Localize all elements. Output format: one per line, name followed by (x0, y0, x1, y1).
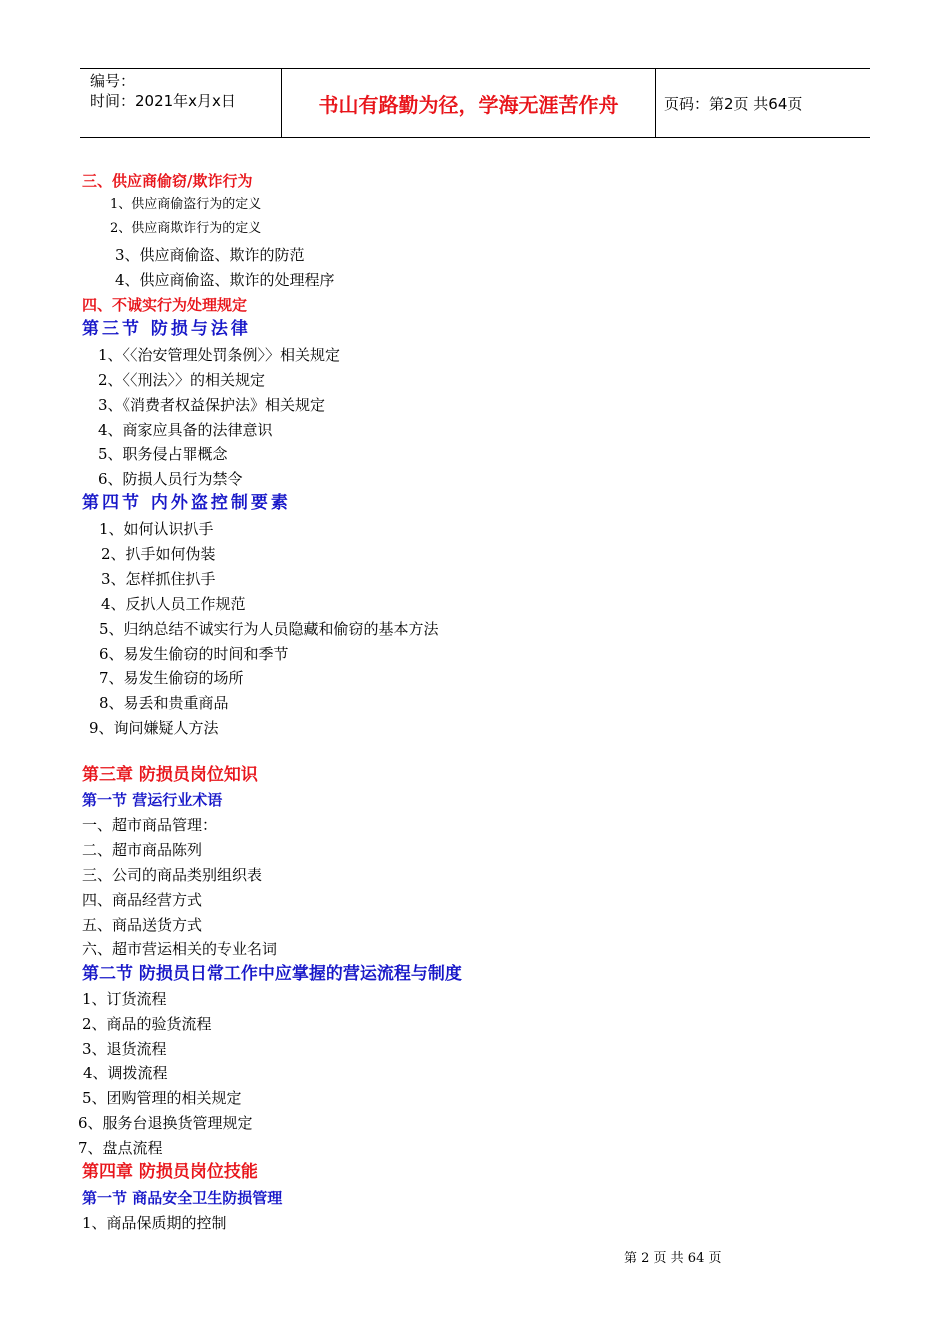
list-item: 四、商品经营方式 (82, 891, 203, 909)
list-item: 4、反扒人员工作规范 (101, 595, 246, 613)
time-label: 时间：2021年x月x日 (90, 92, 236, 110)
list-item: 9、询问嫌疑人方法 (89, 719, 219, 737)
header-info (90, 71, 236, 111)
list-item: 6、防损人员行为禁令 (98, 470, 243, 488)
list-item: 三、公司的商品类别组织表 (82, 866, 263, 884)
list-item: 4、商家应具备的法律意识 (98, 421, 273, 439)
list-item: 3、退货流程 (82, 1040, 167, 1058)
list-item: 1、如何认识扒手 (99, 520, 214, 538)
list-item: 2、供应商欺诈行为的定义 (110, 221, 262, 236)
list-item: 五、商品送货方式 (82, 916, 203, 934)
list-item: 1、订货流程 (82, 990, 167, 1008)
section-title: 第四节 内外盗控制要素 (82, 493, 291, 513)
section-title: 第一节 营运行业术语 (82, 791, 223, 809)
number-label: 编号： (90, 72, 136, 90)
section-title: 第一节 商品安全卫生防损管理 (82, 1189, 283, 1207)
section-heading: 四、不诚实行为处理规定 (82, 296, 248, 314)
list-item: 3、《消费者权益保护法》相关规定 (98, 396, 326, 414)
list-item: 8、易丢和贵重商品 (99, 694, 229, 712)
list-item: 5、职务侵占罪概念 (98, 445, 228, 463)
chapter-title: 第三章 防损员岗位知识 (82, 765, 258, 785)
header-motto: 书山有路勤为径，学海无涯苦作舟 (318, 92, 619, 117)
header-divider-right (655, 69, 656, 137)
section-heading: 三、供应商偷窃/欺诈行为 (82, 172, 253, 190)
list-item: 2、扒手如何伪装 (101, 545, 216, 563)
header-page-label: 页码：第2页 共64页 (664, 95, 803, 113)
page-header (80, 68, 870, 138)
list-item: 4、供应商偷盗、欺诈的处理程序 (115, 271, 335, 289)
list-item: 4、调拨流程 (83, 1064, 168, 1082)
list-item: 7、易发生偷窃的场所 (99, 669, 244, 687)
list-item: 二、超市商品陈列 (82, 841, 203, 859)
list-item: 1、商品保质期的控制 (82, 1214, 227, 1232)
list-item: 2、〈〈刑法〉〉的相关规定 (98, 371, 266, 389)
list-item: 1、〈〈治安管理处罚条例〉〉相关规定 (98, 346, 341, 364)
page-footer: 第 2 页 共 64 页 (624, 1251, 722, 1266)
list-item: 7、盘点流程 (78, 1139, 163, 1157)
chapter-title: 第四章 防损员岗位技能 (82, 1162, 258, 1182)
list-item: 5、归纳总结不诚实行为人员隐藏和偷窃的基本方法 (99, 620, 439, 638)
section-title: 第三节 防损与法律 (82, 319, 251, 339)
list-item: 3、供应商偷盗、欺诈的防范 (115, 246, 305, 264)
list-item: 1、供应商偷盗行为的定义 (110, 197, 262, 212)
list-item: 3、怎样抓住扒手 (101, 570, 216, 588)
section-title: 第二节 防损员日常工作中应掌握的营运流程与制度 (82, 964, 462, 984)
list-item: 6、服务台退换货管理规定 (78, 1114, 253, 1132)
list-item: 5、团购管理的相关规定 (82, 1089, 242, 1107)
list-item: 2、商品的验货流程 (82, 1015, 212, 1033)
list-item: 六、超市营运相关的专业名词 (82, 940, 278, 958)
list-item: 一、超市商品管理： (82, 816, 218, 834)
list-item: 6、易发生偷窃的时间和季节 (99, 645, 289, 663)
